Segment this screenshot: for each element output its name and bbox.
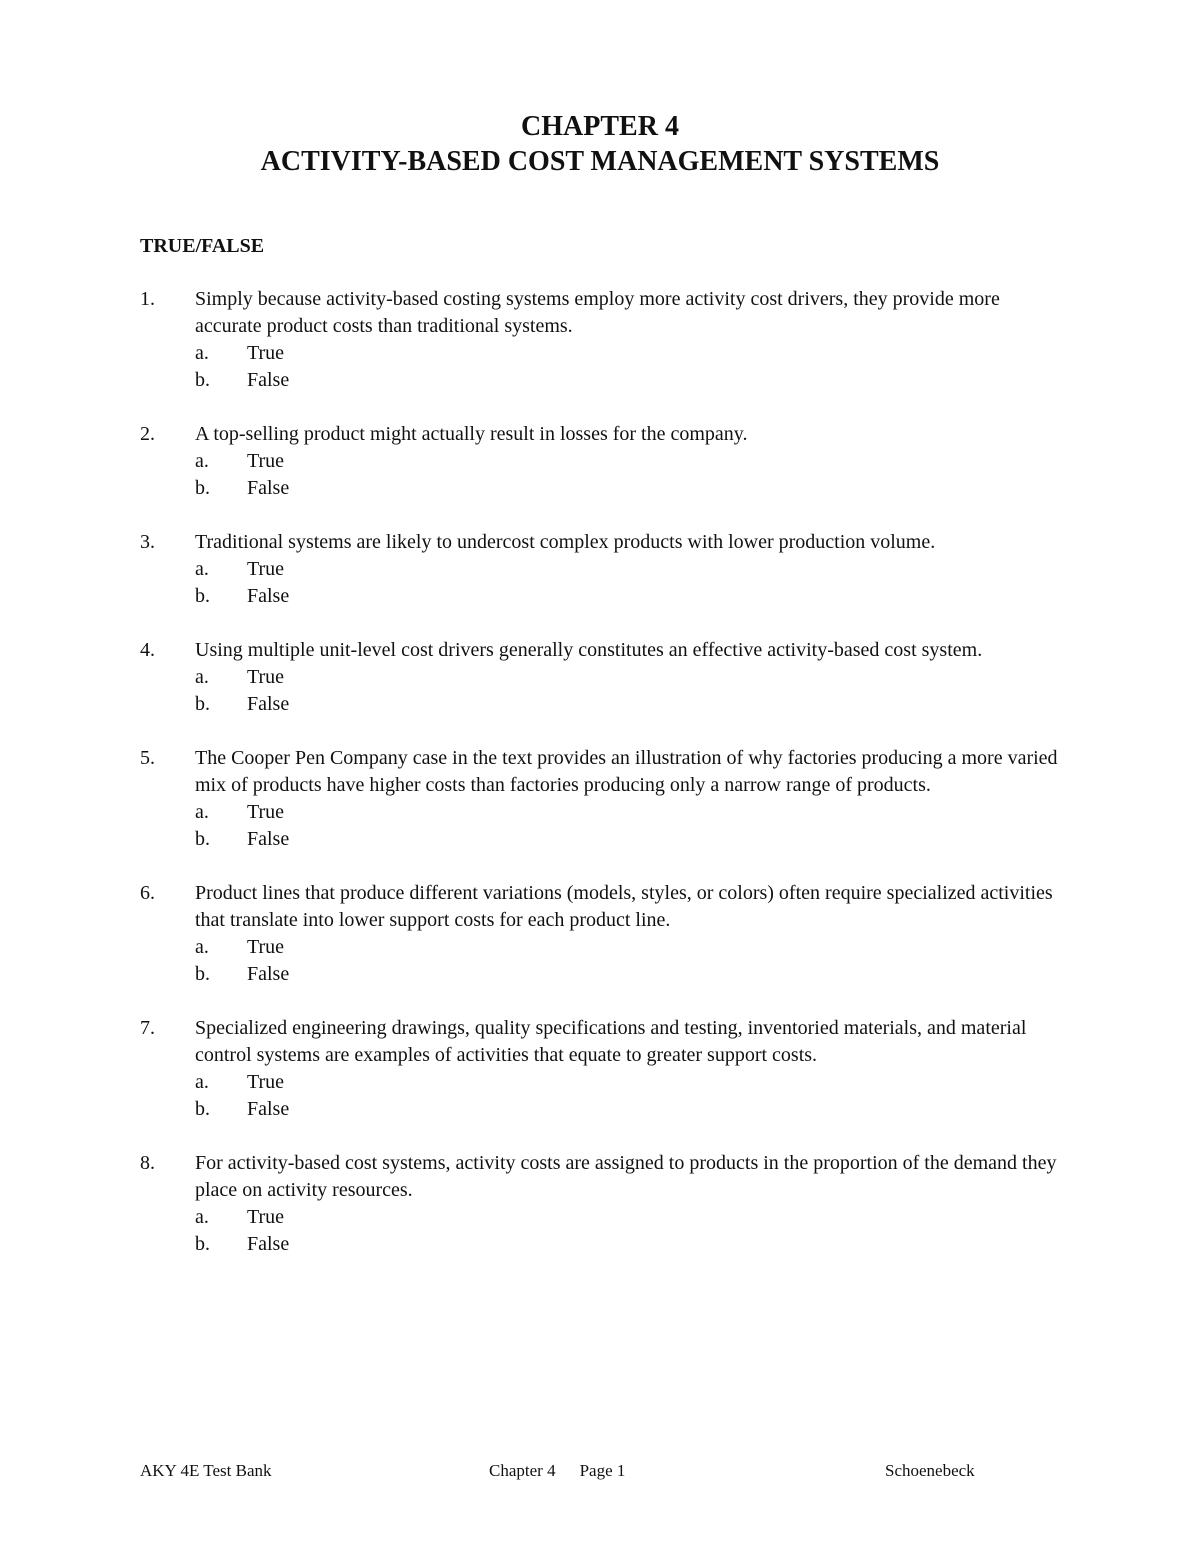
- question-text: The Cooper Pen Company case in the text provides an illustration of why factories producing a more varied mix of products have higher costs than factories producing only a narrow range of products.: [195, 747, 1058, 796]
- question-text: For activity-based cost systems, activity costs are assigned to products in the proportion of the demand they place on activity resources.: [195, 1152, 1057, 1201]
- footer-page-number: Page 1: [579, 1461, 626, 1480]
- answer-option: [195, 1069, 1060, 1096]
- footer-chapter: Chapter 4: [489, 1461, 556, 1480]
- question-item: [140, 421, 1060, 502]
- option-label: True: [247, 666, 285, 688]
- answer-option: [195, 1231, 1060, 1258]
- option-letter: a.: [195, 1071, 209, 1093]
- option-letter: a.: [195, 801, 209, 823]
- question-number: 4.: [140, 639, 155, 661]
- question-item: [140, 880, 1060, 988]
- question-item: [140, 1015, 1060, 1123]
- answer-option: [195, 664, 1060, 691]
- answer-option: [195, 961, 1060, 988]
- option-label: True: [247, 558, 285, 580]
- question-text: Using multiple unit-level cost drivers generally constitutes an effective activity-based cost system.: [195, 639, 983, 661]
- option-letter: b.: [195, 1233, 210, 1255]
- answer-option: [195, 583, 1060, 610]
- option-letter: a.: [195, 666, 209, 688]
- option-label: True: [247, 1206, 285, 1228]
- option-label: True: [247, 1071, 285, 1093]
- option-letter: a.: [195, 450, 209, 472]
- question-item: [140, 286, 1060, 394]
- question-text: Simply because activity-based costing systems employ more activity cost drivers, they provide more accurate product costs than traditional systems.: [195, 288, 1000, 337]
- section-heading: TRUE/FALSE: [140, 235, 265, 257]
- option-label: True: [247, 450, 285, 472]
- question-list: [140, 286, 1060, 1285]
- option-letter: a.: [195, 558, 209, 580]
- option-letter: b.: [195, 828, 210, 850]
- question-number: 1.: [140, 288, 155, 310]
- option-label: False: [247, 1098, 290, 1120]
- answer-option: [195, 448, 1060, 475]
- option-label: True: [247, 936, 285, 958]
- answer-option: [195, 934, 1060, 961]
- question-text: Specialized engineering drawings, quality specifications and testing, inventoried materials, and material control systems are examples of activities that equate to greater support costs.: [195, 1017, 1027, 1066]
- option-letter: b.: [195, 963, 210, 985]
- question-number: 6.: [140, 882, 155, 904]
- option-label: False: [247, 477, 290, 499]
- option-letter: a.: [195, 342, 209, 364]
- option-label: False: [247, 828, 290, 850]
- question-text: A top-selling product might actually result in losses for the company.: [195, 423, 748, 445]
- option-label: False: [247, 963, 290, 985]
- answer-option: [195, 340, 1060, 367]
- option-label: False: [247, 369, 290, 391]
- answer-option: [195, 799, 1060, 826]
- chapter-title: CHAPTER 4: [521, 111, 679, 142]
- footer-right-text: Schoenebeck: [885, 1461, 975, 1480]
- question-number: 8.: [140, 1152, 155, 1174]
- question-number: 3.: [140, 531, 155, 553]
- answer-option: [195, 367, 1060, 394]
- answer-option: [195, 1096, 1060, 1123]
- answer-option: [195, 475, 1060, 502]
- question-item: [140, 745, 1060, 853]
- question-number: 5.: [140, 747, 155, 769]
- option-letter: a.: [195, 1206, 209, 1228]
- option-letter: b.: [195, 585, 210, 607]
- question-number: 2.: [140, 423, 155, 445]
- question-item: [140, 1150, 1060, 1258]
- chapter-subtitle: ACTIVITY-BASED COST MANAGEMENT SYSTEMS: [260, 146, 940, 177]
- option-letter: a.: [195, 936, 209, 958]
- footer-left-text: AKY 4E Test Bank: [140, 1461, 272, 1480]
- question-text: Traditional systems are likely to undercost complex products with lower production volume.: [195, 531, 936, 553]
- option-label: True: [247, 801, 285, 823]
- option-label: False: [247, 693, 290, 715]
- question-text: Product lines that produce different variations (models, styles, or colors) often require specialized activities that translate into lower support costs for each product line.: [195, 882, 1053, 931]
- answer-option: [195, 691, 1060, 718]
- answer-option: [195, 1204, 1060, 1231]
- footer-center: [489, 1460, 625, 1482]
- question-item: [140, 637, 1060, 718]
- option-letter: b.: [195, 1098, 210, 1120]
- option-label: False: [247, 1233, 290, 1255]
- question-item: [140, 529, 1060, 610]
- option-letter: b.: [195, 477, 210, 499]
- option-letter: b.: [195, 693, 210, 715]
- option-letter: b.: [195, 369, 210, 391]
- question-number: 7.: [140, 1017, 155, 1039]
- answer-option: [195, 826, 1060, 853]
- answer-option: [195, 556, 1060, 583]
- option-label: True: [247, 342, 285, 364]
- option-label: False: [247, 585, 290, 607]
